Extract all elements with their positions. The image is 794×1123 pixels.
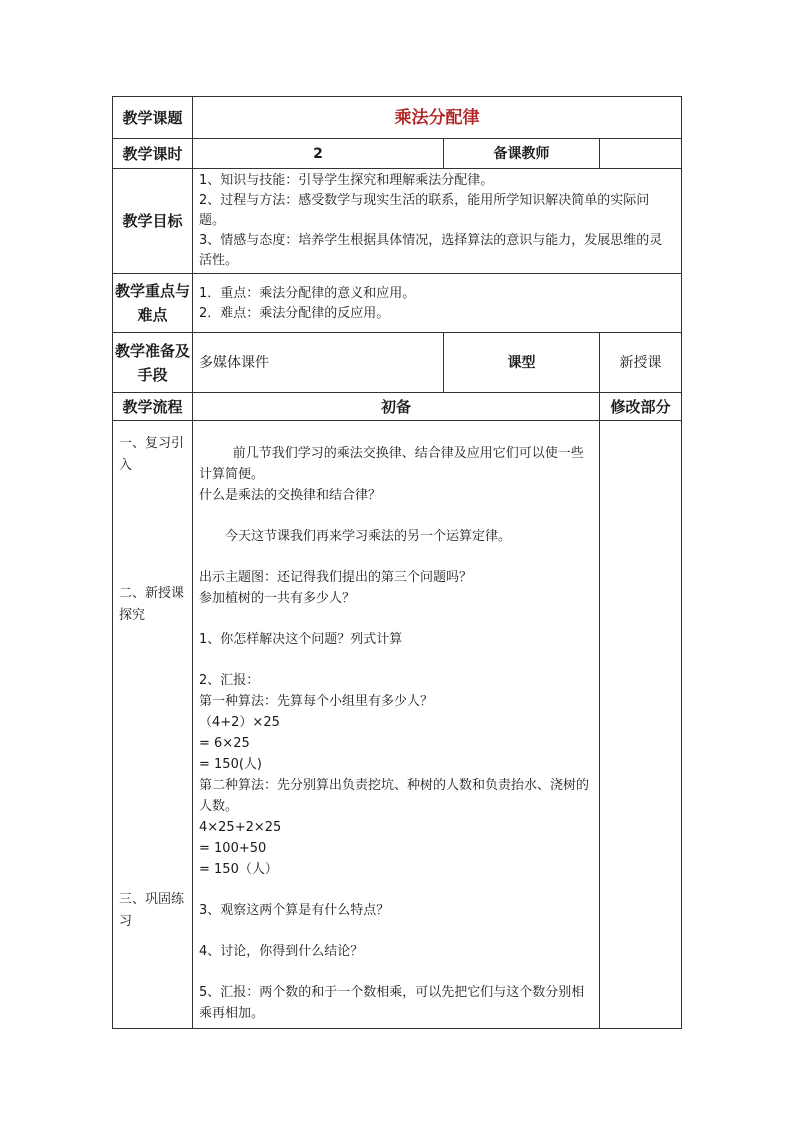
goal-item: 2、过程与方法：感受数学与现实生活的联系，能用所学知识解决简单的实际问题。 — [199, 193, 650, 228]
topic-value: 乘法分配律 — [193, 97, 682, 139]
flow-line: 5、汇报：两个数的和于一个数相乘，可以先把它们与这个数分别相乘再相加。 — [199, 985, 585, 1021]
flow-body-row — [113, 421, 682, 1029]
teacher-value — [600, 139, 682, 169]
flow-header-row — [113, 393, 682, 421]
prep-value: 多媒体课件 — [193, 333, 444, 393]
prep-row — [113, 333, 682, 393]
topic-label: 教学课题 — [113, 97, 193, 139]
section-practice: 三、巩固练习 — [119, 892, 185, 929]
flow-sections — [113, 421, 193, 1029]
flow-line: 3、观察这两个算是有什么特点？ — [199, 903, 390, 918]
flow-line: 出示主题图：还记得我们提出的第三个问题吗？ — [199, 570, 473, 585]
key-item: 1．重点：乘法分配律的意义和应用。 — [199, 286, 416, 301]
flow-line: 今天这节课我们再来学习乘法的另一个运算定律。 — [225, 529, 512, 544]
flow-line: = 6×25 — [199, 736, 250, 751]
flow-line: = 150（人） — [199, 862, 278, 877]
flow-content — [193, 421, 600, 1029]
keys-label: 教学重点与难点 — [113, 274, 193, 333]
goals-content — [193, 169, 682, 274]
key-item: 2．难点：乘法分配律的反应用。 — [199, 306, 390, 321]
flow-line: 第二种算法：先分别算出负责挖坑、种树的人数和负责抬水、浇树的人数。 — [199, 778, 590, 814]
keys-content — [193, 274, 682, 333]
keys-row — [113, 274, 682, 333]
flow-label: 教学流程 — [113, 393, 193, 421]
lesson-plan-sheet — [112, 96, 681, 1029]
flow-line: 4×25+2×25 — [199, 820, 282, 835]
type-value: 新授课 — [600, 333, 682, 393]
goal-item: 3、情感与态度：培养学生根据具体情况，选择算法的意识与能力，发展思维的灵活性。 — [199, 233, 663, 268]
flow-edit-area — [600, 421, 682, 1029]
flow-line: （4+2）×25 — [199, 715, 280, 730]
goals-label: 教学目标 — [113, 169, 193, 274]
topic-row — [113, 97, 682, 139]
hours-value: 2 — [193, 139, 444, 169]
teacher-label: 备课教师 — [444, 139, 600, 169]
goal-item: 1、知识与技能：引导学生探究和理解乘法分配律。 — [199, 173, 494, 188]
flow-line: 2、汇报： — [199, 673, 260, 688]
flow-line: 什么是乘法的交换律和结合律？ — [199, 488, 382, 503]
flow-line: = 100+50 — [199, 841, 267, 856]
goals-row — [113, 169, 682, 274]
flow-line: 前几节我们学习的乘法交换律、结合律及应用它们可以使一些计算简便。 — [199, 446, 584, 482]
hours-label: 教学课时 — [113, 139, 193, 169]
lesson-plan-table — [112, 96, 682, 1029]
flow-line: 第一种算法：先算每个小组里有多少人？ — [199, 694, 434, 709]
flow-line: 1、你怎样解决这个问题？列式计算 — [199, 632, 403, 647]
flow-col-main: 初备 — [193, 393, 600, 421]
section-review: 一、复习引入 — [119, 436, 185, 473]
section-new-lesson: 二、新授课探究 — [119, 586, 185, 623]
hours-row — [113, 139, 682, 169]
flow-line: 4、讨论，你得到什么结论？ — [199, 944, 364, 959]
flow-line: = 150(人) — [199, 757, 262, 772]
flow-col-edit: 修改部分 — [600, 393, 682, 421]
flow-line: 参加植树的一共有多少人？ — [199, 591, 356, 606]
type-label: 课型 — [444, 333, 600, 393]
prep-label: 教学准备及手段 — [113, 333, 193, 393]
